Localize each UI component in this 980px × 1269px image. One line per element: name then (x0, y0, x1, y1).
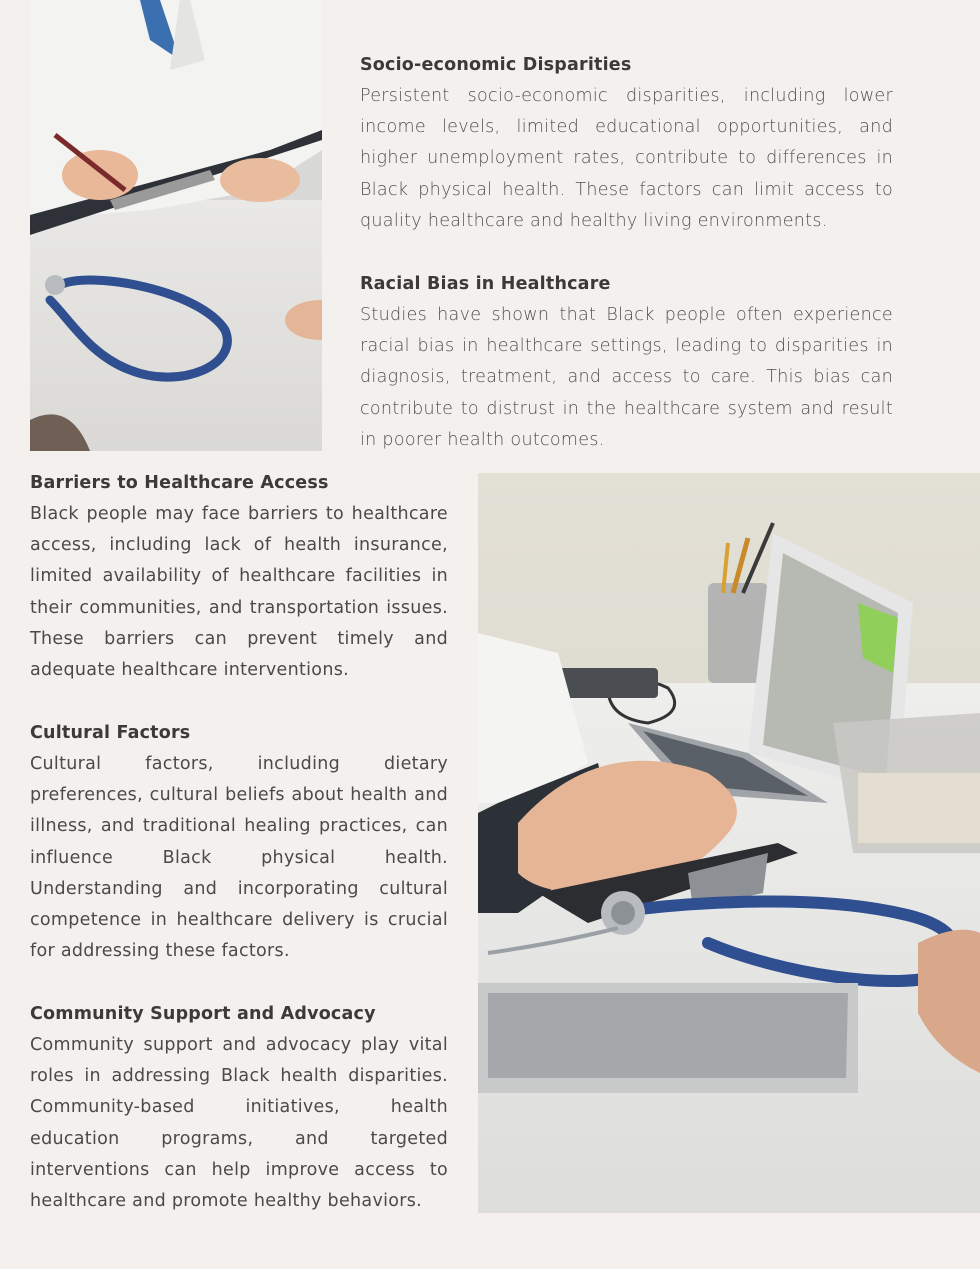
section-cultural-factors (30, 718, 448, 967)
section-body: Community support and advocacy play vital roles in addressing Black health disparities. Community-based initiatives, health education programs, and targeted interventions can help improve access to healthcare and promote healthy behaviors. (30, 1035, 448, 1212)
section-community-support (30, 999, 448, 1217)
section-socio-economic-disparities (360, 50, 893, 237)
doctor-clipboard-illustration (30, 0, 322, 451)
section-body: Black people may face barriers to healthcare access, including lack of health insurance, limited availability of healthcare facilities in their communities, and transportation issues. These barriers can prevent timely and adequate healthcare interventions. (30, 504, 448, 681)
section-racial-bias (360, 269, 893, 456)
doctor-desk-illustration (478, 473, 980, 1213)
section-barriers-to-access (30, 468, 448, 686)
section-body: Studies have shown that Black people often experience racial bias in healthcare settings, leading to disparities in diagnosis, treatment, and access to care. This bias can contribute to distrust in the healthcare system and result in poorer health outcomes. (360, 305, 893, 450)
section-body: Persistent socio-economic disparities, including lower income levels, limited educational opportunities, and higher unemployment rates, contribute to differences in Black physical health. These factors can limit access to quality healthcare and healthy living environments. (360, 86, 893, 231)
doctor-desk-laptop-photo (478, 473, 980, 1213)
section-heading: Community Support and Advocacy (30, 1004, 376, 1024)
section-heading: Socio-economic Disparities (360, 55, 632, 75)
doctor-clipboard-photo (30, 0, 322, 451)
section-heading: Cultural Factors (30, 723, 191, 743)
section-heading: Racial Bias in Healthcare (360, 274, 611, 294)
section-body: Cultural factors, including dietary preferences, cultural beliefs about health and illness, and traditional healing practices, can influence Black physical health. Understanding and incorporating cultural competence in healthcare delivery is crucial for addressing these factors. (30, 754, 448, 962)
section-heading: Barriers to Healthcare Access (30, 473, 329, 493)
